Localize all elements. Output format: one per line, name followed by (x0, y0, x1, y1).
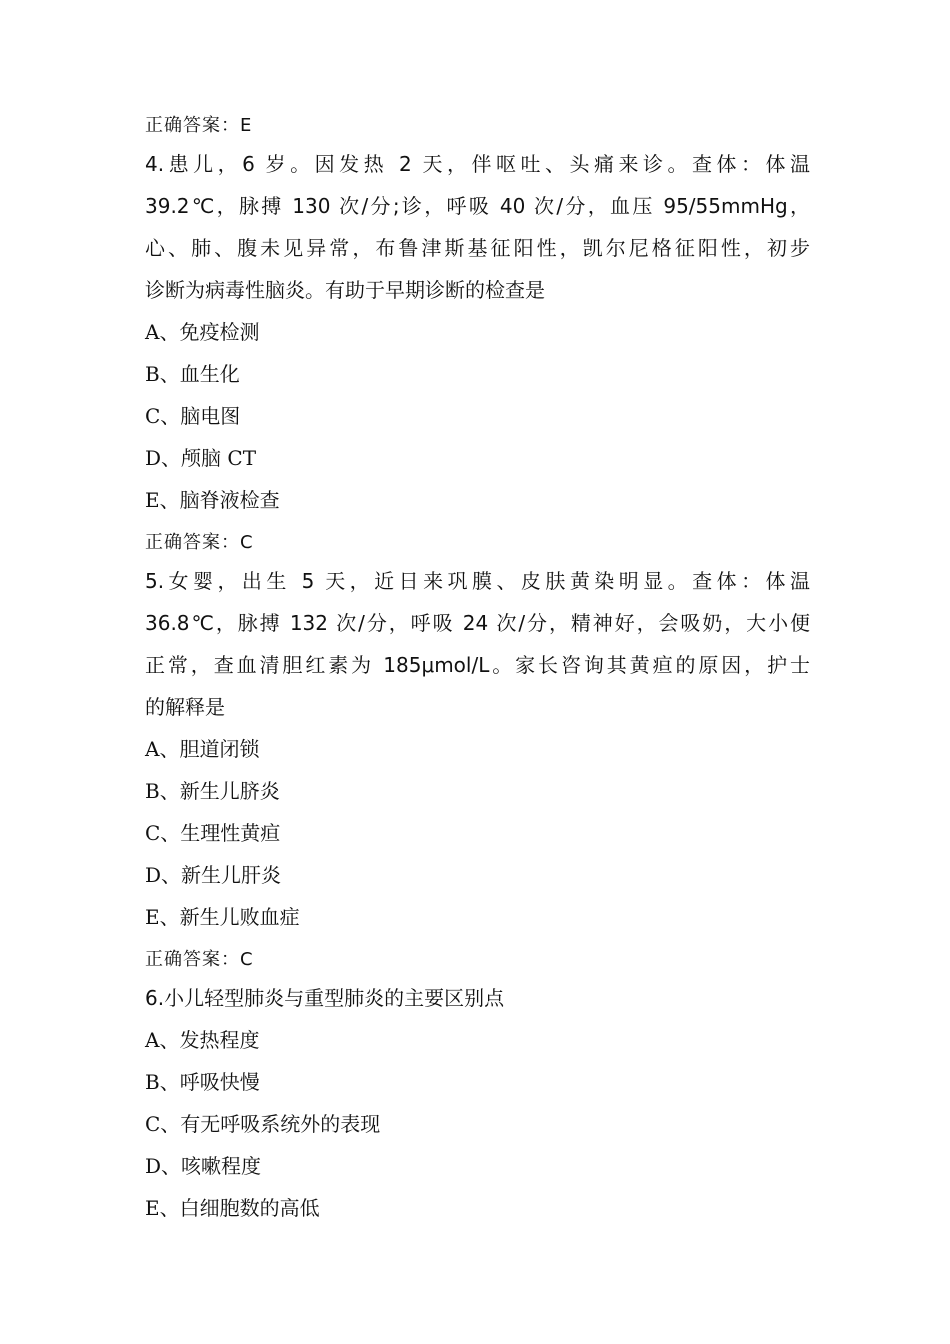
question-4-option-d: D、颅脑 CT (145, 446, 257, 470)
question-4-line-2: 39.2℃，脉搏 130 次/分;诊，呼吸 40 次/分，血压 95/55mmHg， (145, 194, 810, 218)
answer-q3: 正确答案：E (145, 115, 253, 136)
question-4-line-1: 4.患儿，6 岁。因发热 2 天，伴呕吐、头痛来诊。查体：体温 (145, 152, 810, 176)
answer-q5: 正确答案：C (145, 949, 254, 970)
question-5-line-3: 正常，查血清胆红素为 185μmol/L。家长咨询其黄疸的原因，护士 (145, 653, 810, 677)
question-6-option-c: C、有无呼吸系统外的表现 (145, 1112, 381, 1136)
question-4-option-e: E、脑脊液检查 (145, 488, 280, 512)
question-6-option-a: A、发热程度 (145, 1028, 260, 1052)
question-4-line-3: 心、肺、腹未见异常，布鲁津斯基征阳性，凯尔尼格征阳性，初步 (145, 236, 810, 260)
question-5-line-2: 36.8℃，脉搏 132 次/分，呼吸 24 次/分，精神好，会吸奶，大小便 (145, 611, 810, 635)
question-5-line-1: 5.女婴，出生 5 天，近日来巩膜、皮肤黄染明显。查体：体温 (145, 569, 810, 593)
question-4-line-4: 诊断为病毒性脑炎。有助于早期诊断的检查是 (145, 278, 545, 302)
question-5-option-e: E、新生儿败血症 (145, 905, 300, 929)
question-4-option-a: A、免疫检测 (145, 320, 260, 344)
question-5-option-c: C、生理性黄疸 (145, 821, 281, 845)
answer-q4: 正确答案：C (145, 532, 254, 553)
question-6-option-b: B、呼吸快慢 (145, 1070, 260, 1094)
question-5-line-4: 的解释是 (145, 695, 225, 719)
question-6-option-d: D、咳嗽程度 (145, 1154, 262, 1178)
question-4-option-c: C、脑电图 (145, 404, 241, 428)
question-4-option-b: B、血生化 (145, 362, 240, 386)
question-5-option-d: D、新生儿肝炎 (145, 863, 282, 887)
question-6-option-e: E、白细胞数的高低 (145, 1196, 320, 1220)
question-5-option-b: B、新生儿脐炎 (145, 779, 280, 803)
question-5-option-a: A、胆道闭锁 (145, 737, 260, 761)
question-6-line-1: 6.小儿轻型肺炎与重型肺炎的主要区别点 (145, 986, 505, 1010)
